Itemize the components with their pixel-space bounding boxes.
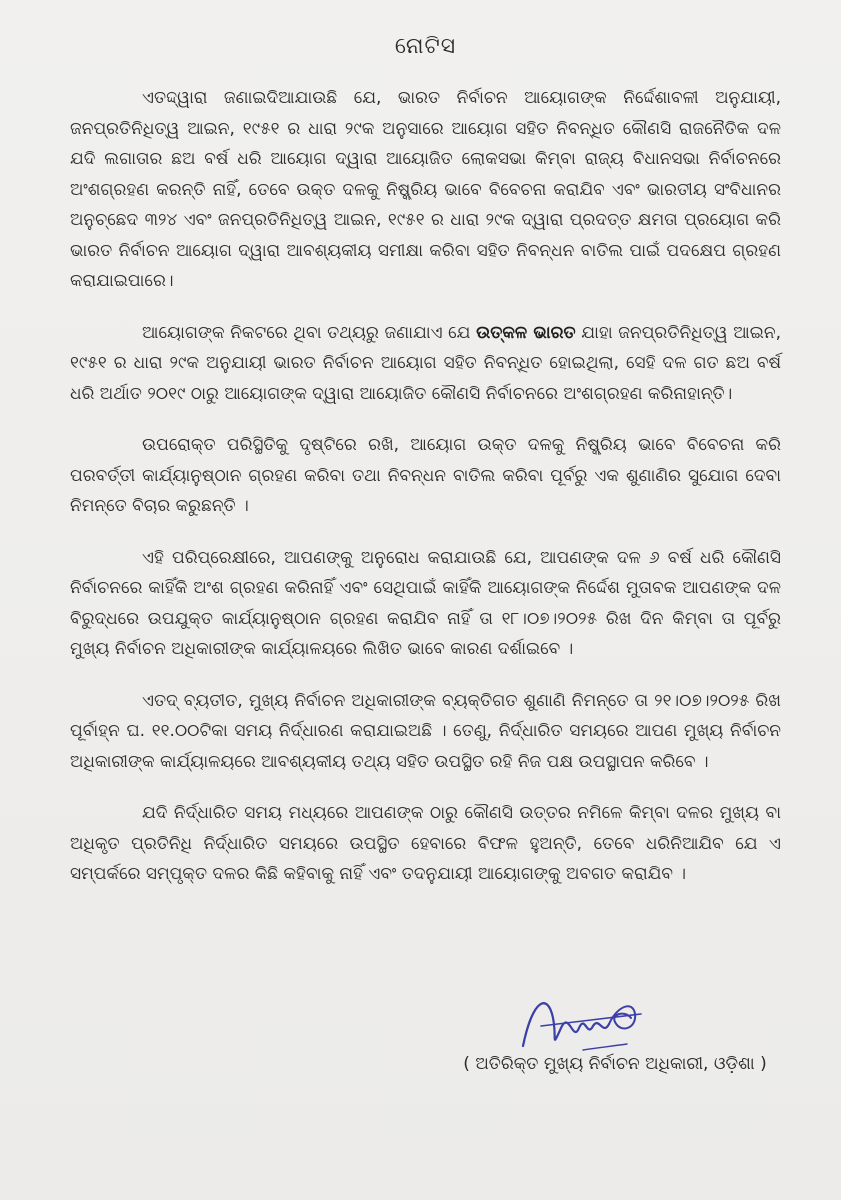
paragraph-6: ଯଦି ନିର୍ଦ୍ଧାରିତ ସମୟ ମଧ୍ୟରେ ଆପଣଙ୍କ ଠାରୁ କୌଣସି ଉତ୍ତର ନମିଳେ କିମ୍ବା ଦଳର ମୁଖ୍ୟ ବା ଅଧିକୃତ ପ୍ରତିନିଧି ନିର୍ଦ୍ଧାରିତ ସମୟରେ ଉପସ୍ଥିତ ହେବାରେ ବିଫଳ ହୁଅନ୍ତି, ତେବେ ଧରିନିଆଯିବ ଯେ ଏ ସମ୍ପର୍କରେ ସମ୍ପୃକ୍ତ ଦଳର କିଛି କହିବାକୁ ନାହିଁ ଏବଂ ତଦନୁଯାୟୀ ଆୟୋଗଙ୍କୁ ଅବଗତ କରାଯିବ ।: [70, 803, 781, 884]
signature-stroke-4: [583, 1044, 627, 1050]
signature-stroke-3: [541, 1014, 641, 1026]
paragraph-2-after: ଯାହା ଜନପ୍ରତିନିଧିତ୍ୱ ଆଇନ, ୧୯୫୧ ର ଧାରା ୨୯କ ଅନୁଯାୟୀ ଭାରତ ନିର୍ବାଚନ ଆୟୋଗ ସହିତ ନିବନ୍ଧିତ ହୋଇଥିଲା, ସେହି ଦଳ ଗତ ଛଅ ବର୍ଷ ଧରି ଅର୍ଥାତ ୨୦୧୯ ଠାରୁ ଆୟୋଗଙ୍କ ଦ୍ୱାରା ଆୟୋଜିତ କୌଣସି ନିର୍ବାଚନରେ ଅଂଶଗ୍ରହଣ କରିନାହାନ୍ତି।: [70, 322, 781, 404]
paragraph-2: [70, 318, 781, 410]
signature-block: [455, 988, 775, 1088]
signature-stroke-1: [523, 1003, 609, 1046]
paragraph-5: ଏତଦ୍ ବ୍ୟତୀତ, ମୁଖ୍ୟ ନିର୍ବାଚନ ଅଧିକାରୀଙ୍କ ବ୍ୟକ୍ତିଗତ ଶୁଣାଣି ନିମନ୍ତେ ତା ୨୧।୦୭।୨୦୨୫ ରିଖ ପୂର୍ବାହ୍ନ ଘ. ୧୧.୦୦ଟିକା ସମୟ ନିର୍ଦ୍ଧାରଣ କରାଯାଇଅଛି । ତେଣୁ, ନିର୍ଦ୍ଧାରିତ ସମୟରେ ଆପଣ ମୁଖ୍ୟ ନିର୍ବାଚନ ଅଧିକାରୀଙ୍କ କାର୍ଯ୍ୟାଳୟରେ ଆବଶ୍ୟକୀୟ ତଥ୍ୟ ସହିତ ଉପସ୍ଥିତ ରହି ନିଜ ପକ୍ଷ ଉପସ୍ଥାପନ କରିବେ ।: [70, 690, 781, 772]
paragraph-3: ଉପରୋକ୍ତ ପରିସ୍ଥିତିକୁ ଦୃଷ୍ଟିରେ ରଖି, ଆୟୋଗ ଉକ୍ତ ଦଳକୁ ନିଷ୍କ୍ରିୟ ଭାବେ ବିବେଚନା କରି ପରବର୍ତ୍ତୀ କାର୍ଯ୍ୟାନୁଷ୍ଠାନ ଗ୍ରହଣ କରିବା ତଥା ନିବନ୍ଧନ ବାତିଲ କରିବା ପୂର୍ବରୁ ଏକ ଶୁଣାଣିର ସୁଯୋଗ ଦେବା ନିମନ୍ତେ ବିଚାର କରୁଛନ୍ତି ।: [70, 435, 781, 516]
notice-title: ନୋଟିସ: [394, 34, 457, 59]
paragraph-4: ଏହି ପରିପ୍ରେକ୍ଷୀରେ, ଆପଣଙ୍କୁ ଅନୁରୋଧ କରାଯାଉଛି ଯେ, ଆପଣଙ୍କ ଦଳ ୬ ବର୍ଷ ଧରି କୌଣସି ନିର୍ବାଚନରେ କାହିଁକି ଅଂଶ ଗ୍ରହଣ କରିନାହିଁ ଏବଂ ସେଥିପାଇଁ କାହିଁକି ଆୟୋଗଙ୍କ ନିର୍ଦ୍ଦେଶ ମୁତାବକ ଆପଣଙ୍କ ଦଳ ବିରୁଦ୍ଧରେ ଉପଯୁକ୍ତ କାର୍ଯ୍ୟାନୁଷ୍ଠାନ ଗ୍ରହଣ କରାଯିବ ନାହିଁ ତା ୧୮।୦୭।୨୦୨୫ ରିଖ ଦିନ କିମ୍ବା ତା ପୂର୍ବରୁ ମୁଖ୍ୟ ନିର୍ବାଚନ ଅଧିକାରୀଙ୍କ କାର୍ଯ୍ୟାଳୟରେ ଲିଖିତ ଭାବେ କାରଣ ଦର୍ଶାଇବେ ।: [70, 547, 781, 659]
paragraph-2-before: ଆୟୋଗଙ୍କ ନିକଟରେ ଥିବା ତଥ୍ୟରୁ ଜଣାଯାଏ ଯେ: [142, 322, 477, 343]
paragraph-1: ଏତଦ୍ଦ୍ୱାରା ଜଣାଇଦିଆଯାଉଛି ଯେ, ଭାରତ ନିର୍ବାଚନ ଆୟୋଗଙ୍କ ନିର୍ଦ୍ଦେଶାବଳୀ ଅନୁଯାୟୀ, ଜନପ୍ରତିନିଧିତ୍ୱ ଆଇନ, ୧୯୫୧ ର ଧାରା ୨୯କ ଅନୁସାରେ ଆୟୋଗ ସହିତ ନିବନ୍ଧିତ କୌଣସି ରାଜନୈତିକ ଦଳ ଯଦି ଲଗାତାର ଛଅ ବର୍ଷ ଧରି ଆୟୋଗ ଦ୍ୱାରା ଆୟୋଜିତ ଲୋକସଭା କିମ୍ବା ରାଜ୍ୟ ବିଧାନସଭା ନିର୍ବାଚନରେ ଅଂଶଗ୍ରହଣ କରନ୍ତି ନାହିଁ, ତେବେ ଉକ୍ତ ଦଳକୁ ନିଷ୍କ୍ରିୟ ଭାବେ ବିବେଚନା କରାଯିବ ଏବଂ ଭାରତୀୟ ସଂବିଧାନର ଅନୁଚ୍ଛେଦ ୩୨୪ ଏବଂ ଜନପ୍ରତିନିଧିତ୍ୱ ଆଇନ, ୧୯୫୧ ର ଧାରା ୨୯କ ଦ୍ୱାରା ପ୍ରଦତ୍ତ କ୍ଷମତା ପ୍ରୟୋଗ କରି ଭାରତ ନିର୍ବାଚନ ଆୟୋଗ ଦ୍ୱାରା ଆବଶ୍ୟକୀୟ ସମୀକ୍ଷା କରିବା ସହିତ ନିବନ୍ଧନ ବାତିଲ ପାଇଁ ପଦକ୍ଷେପ ଗ୍ରହଣ କରାଯାଇପାରେ।: [70, 88, 781, 291]
signatory-designation: ( ଅତିରିକ୍ତ ମୁଖ୍ୟ ନିର୍ବାଚନ ଅଧିକାରୀ, ଓଡ଼ିଶା ): [463, 1054, 767, 1074]
party-name: ଉତ୍କଳ ଭାରତ: [476, 322, 576, 343]
